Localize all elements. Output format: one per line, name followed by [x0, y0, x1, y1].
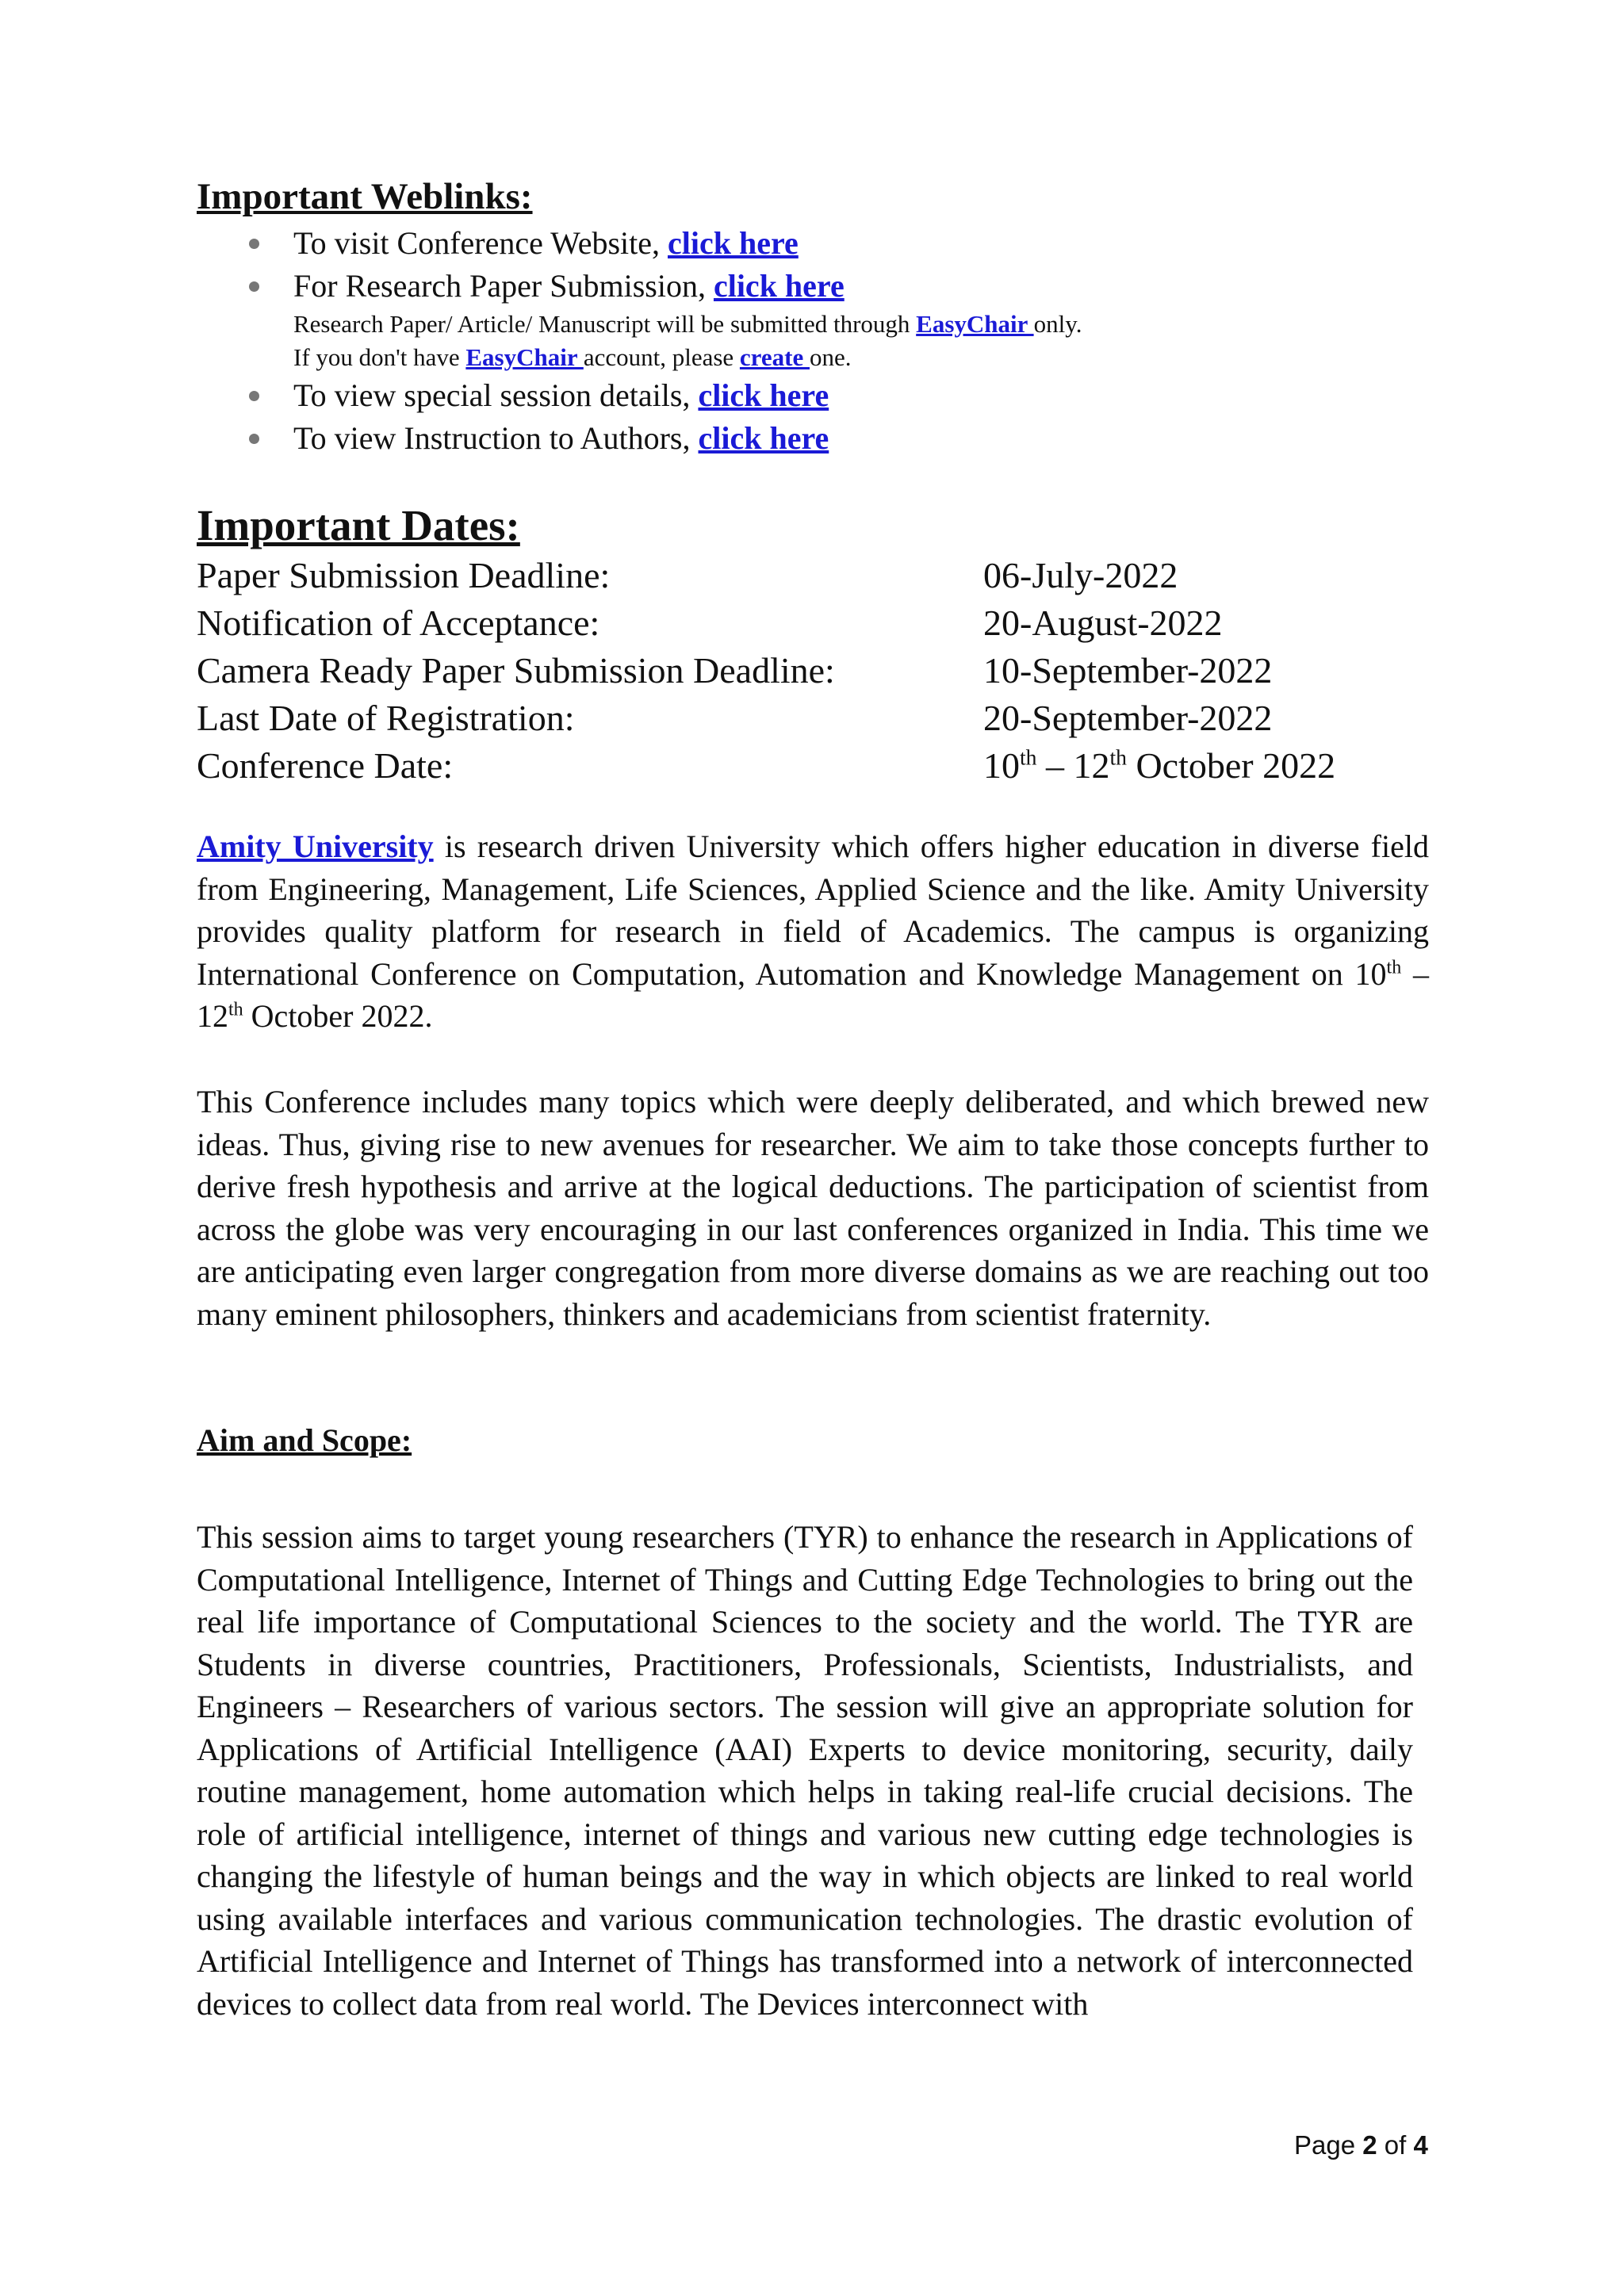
list-item — [197, 222, 1386, 265]
date-label: Notification of Acceptance: — [197, 603, 600, 643]
date-label: Paper Submission Deadline: — [197, 555, 611, 595]
date-label: Conference Date: — [197, 745, 454, 786]
special-session-link[interactable]: click here — [698, 377, 829, 413]
date-value: 06-July-2022 — [983, 555, 1178, 595]
bullet-icon — [249, 239, 259, 249]
list-item-text: For Research Paper Submission, — [293, 268, 714, 304]
bullet-icon — [249, 391, 259, 401]
date-row — [197, 647, 1434, 695]
submission-note-line-2: If you don't have EasyChair account, please create one. — [293, 343, 852, 371]
list-item-text: To view Instruction to Authors, — [293, 420, 699, 456]
create-account-link[interactable]: create — [739, 343, 810, 371]
weblinks-heading: Important Weblinks: — [197, 176, 533, 217]
date-label: Last Date of Registration: — [197, 698, 575, 738]
date-row — [197, 599, 1434, 647]
aim-scope-paragraph: This session aims to target young researchers (TYR) to enhance the research in Applications of Computational Intelligence, Internet of Things and Cutting Edge Technologies to bring out the real life importance of Computational Sciences to the society and the world. The TYR are Students in diverse countries, Practitioners, Professionals, Scientists, Industrialists, and Engineers – Researchers of various sectors. The session will give an appropriate solution for Applications of Artificial Intelligence (AAI) Experts to device monitoring, security, daily routine management, home automation which helps in taking real-life crucial decisions. The role of artificial intelligence, internet of things and various new cutting edge technologies is changing the lifestyle of human beings and the way in which objects are linked to real world using available interfaces and various communication technologies. The drastic evolution of Artificial Intelligence and Internet of Things has transformed into a network of interconnected devices to collect data from real world. The Devices interconnect with — [197, 1519, 1413, 2022]
date-row — [197, 552, 1434, 599]
date-value: 20-September-2022 — [983, 698, 1273, 738]
dates-table — [197, 552, 1434, 790]
date-row — [197, 742, 1434, 790]
conference-date-value: 10th – 12th October 2022 — [983, 744, 1336, 786]
bullet-icon — [249, 434, 259, 444]
list-item — [197, 374, 1386, 417]
date-label: Camera Ready Paper Submission Deadline: — [197, 650, 835, 691]
submission-note-line-1: Research Paper/ Article/ Manuscript will be submitted through EasyChair only. — [293, 310, 1082, 338]
aim-scope-heading: Aim and Scope: — [197, 1422, 412, 1458]
date-value: 10-September-2022 — [983, 650, 1273, 691]
paper-submission-link[interactable]: click here — [713, 268, 845, 304]
conference-paragraph: This Conference includes many topics which were deeply deliberated, and which brewed new ideas. Thus, giving rise to new avenues for researcher. We aim to take those concepts further to derive fresh hypothesis and arrive at the logical deductions. The participation of scientist from across the globe was very encouraging in our last conferences organized in India. This time we are anticipating even larger congregation from more diverse domains as we are reaching out too many eminent philosophers, thinkers and academicians from scientist fraternity. — [197, 1084, 1429, 1332]
date-value: 20-August-2022 — [983, 603, 1223, 643]
easychair-link[interactable]: EasyChair — [916, 310, 1034, 338]
easychair-account-link[interactable]: EasyChair — [465, 343, 584, 371]
page-number: Page 2 of 4 — [1294, 2130, 1428, 2160]
list-item — [197, 417, 1386, 460]
list-item-text: To view special session details, — [293, 377, 699, 413]
dates-heading: Important Dates: — [197, 501, 520, 549]
list-item — [197, 265, 1386, 374]
conference-website-link[interactable]: click here — [668, 225, 799, 261]
list-item-text: To visit Conference Website, — [293, 225, 668, 261]
amity-university-link[interactable]: Amity University — [197, 828, 434, 864]
author-instructions-link[interactable]: click here — [698, 420, 829, 456]
intro-paragraph: Amity University is research driven University which offers higher education in diverse field from Engineering, Management, Life Sciences, Applied Science and the like. Amity University provides quality platform for research in field of Academics. The campus is organizing International Conference on Computation, Automation and Knowledge Management on 10th – 12th October 2022. — [197, 828, 1430, 1034]
bullet-icon — [249, 281, 259, 292]
weblinks-list — [197, 222, 1386, 460]
date-row — [197, 695, 1434, 742]
